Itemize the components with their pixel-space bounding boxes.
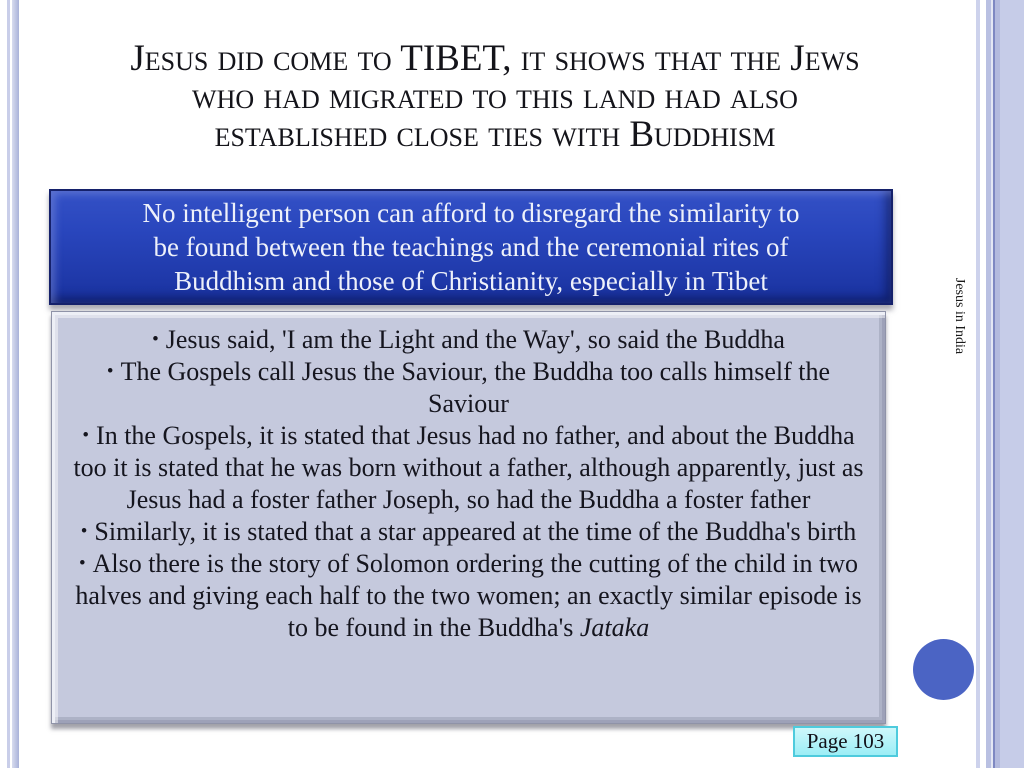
bullet-glyph: •	[82, 425, 90, 446]
list-item	[68, 548, 869, 644]
bullet-glyph: •	[80, 521, 88, 542]
list-item-text: Similarly, it is stated that a star appeared at the time of the Buddha's birth	[94, 517, 857, 546]
bullet-glyph: •	[78, 553, 86, 574]
list-item-text: Also there is the story of Solomon ordering the cutting of the child in two halves and giving each half to the two women; an exactly similar episode is to be found in the Buddha's	[75, 549, 862, 642]
left-edge-stripe-wide	[12, 0, 19, 768]
list-item-italic: Jataka	[579, 613, 650, 642]
right-edge-stripe-1	[976, 0, 980, 768]
bullet-list-box	[51, 311, 886, 724]
bullet-list	[68, 324, 869, 644]
accent-circle	[913, 639, 974, 700]
right-edge-stripe-band	[1000, 0, 1024, 768]
sidebar-vertical-label: Jesus in India	[952, 277, 967, 355]
list-item-text: The Gospels call Jesus the Saviour, the Buddha too calls himself the Saviour	[120, 357, 831, 418]
quote-line-3: Buddhism and those of Christianity, especially in Tibet	[174, 266, 768, 296]
page-number-badge: Page 103	[793, 726, 898, 757]
left-edge-stripe-thin	[7, 0, 10, 768]
slide-title-line-3: established close ties with Buddhism	[214, 114, 776, 155]
slide-title-line-2: who had migrated to this land had also	[192, 76, 798, 117]
slide-title	[30, 40, 960, 154]
list-item-text: In the Gospels, it is stated that Jesus had no father, and about the Buddha too it is stated that he was born without a father, although apparently, just as Jesus had a foster father Joseph, so had the Buddha a foster father	[73, 421, 864, 514]
bullet-glyph: •	[106, 361, 114, 382]
list-item-text: Jesus said, 'I am the Light and the Way', so said the Buddha	[165, 325, 785, 354]
quote-line-1: No intelligent person can afford to disregard the similarity to	[142, 198, 800, 228]
list-item	[68, 356, 869, 420]
quote-line-2: be found between the teachings and the ceremonial rites of	[153, 232, 789, 262]
quote-box	[49, 189, 893, 305]
bullet-glyph: •	[152, 329, 159, 350]
slide-title-line-1: Jesus did come to TIBET, it shows that the Jews	[130, 38, 860, 79]
list-item	[68, 420, 869, 516]
list-item	[68, 324, 869, 356]
list-item	[68, 516, 869, 548]
